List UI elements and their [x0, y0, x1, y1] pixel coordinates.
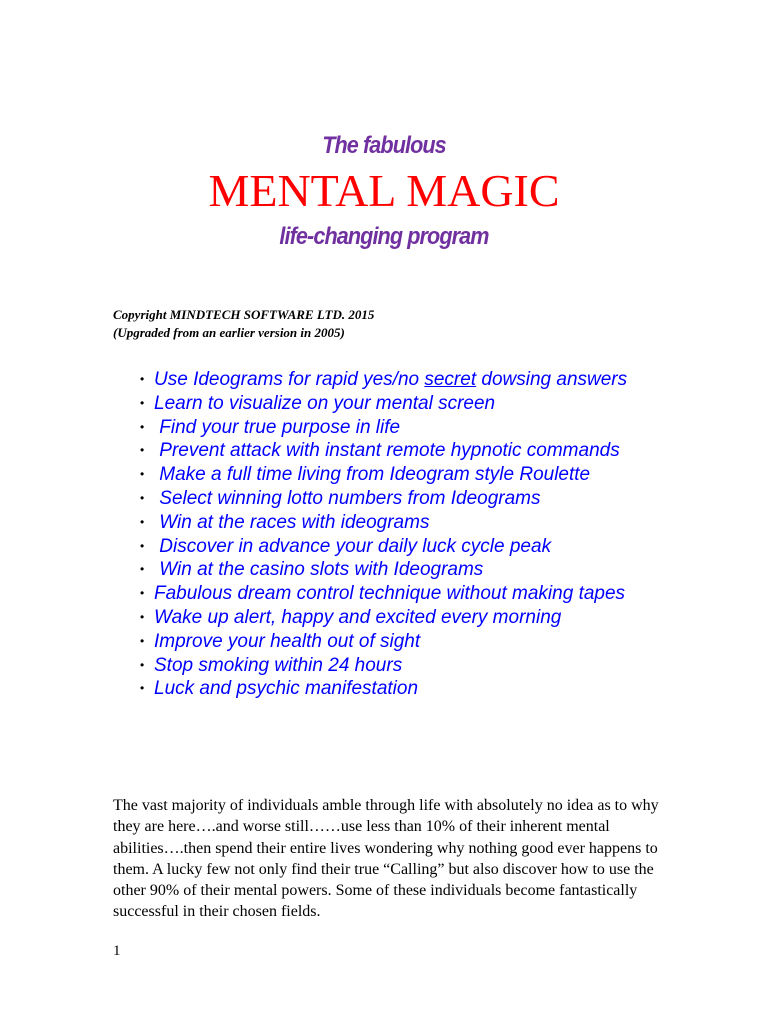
copyright-notice [113, 306, 374, 342]
list-item-text: Use Ideograms for rapid yes/no [154, 369, 425, 390]
list-item [140, 582, 640, 606]
list-item [140, 606, 640, 630]
bullet-icon: • [140, 467, 145, 482]
list-item-text: Learn to visualize on your mental screen [154, 392, 496, 414]
title-line-program: life-changing program [279, 223, 489, 250]
list-item [140, 654, 640, 678]
title-line-fabulous: The fabulous [322, 132, 446, 159]
bullet-icon: • [140, 562, 145, 577]
list-item [140, 677, 640, 701]
list-item [140, 558, 640, 582]
list-item-text: Discover in advance your daily luck cycle peak [154, 535, 552, 557]
list-item-text: Win at the casino slots with Ideograms [154, 559, 484, 581]
list-item [140, 463, 640, 487]
bullet-icon: • [140, 395, 145, 410]
list-item-text: Improve your health out of sight [154, 630, 421, 652]
feature-list [140, 368, 640, 701]
list-item [140, 630, 640, 654]
list-item-text: Fabulous dream control technique without making tapes [154, 583, 626, 605]
bullet-icon: • [140, 443, 145, 458]
bullet-icon: • [140, 490, 145, 505]
bullet-icon: • [140, 372, 145, 386]
title-mental-magic: MENTAL MAGIC [208, 165, 560, 216]
bullet-icon: • [140, 586, 145, 601]
list-item-text: Find your true purpose in life [154, 416, 401, 438]
list-item-text: Win at the races with ideograms [154, 511, 430, 533]
list-item [140, 439, 640, 463]
list-item-text: Stop smoking within 24 hours [154, 654, 403, 676]
page-number: 1 [113, 943, 121, 959]
intro-paragraph: The vast majority of individuals amble through life with absolutely no idea as to why they are here….and worse still……use less than 10% of their inherent mental abilities….then spend their entire lives wondering why nothing good ever happens to them. A lucky few not only find their true “Calling” but also discover how to use the other 90% of their mental powers. Some of these individuals become fantastically successful in their chosen fields. [113, 797, 659, 921]
list-item [140, 392, 640, 416]
upgrade-note: (Upgraded from an earlier version in 2005) [113, 325, 345, 340]
bullet-icon: • [140, 609, 145, 624]
title-block [0, 128, 768, 256]
list-item [140, 511, 640, 535]
bullet-icon: • [140, 514, 145, 529]
list-item [140, 487, 640, 511]
bullet-icon: • [140, 538, 145, 553]
list-item-text: Make a full time living from Ideogram style Roulette [154, 464, 591, 486]
list-item-text: Select winning lotto numbers from Ideograms [154, 487, 541, 509]
bullet-icon: • [140, 633, 145, 648]
list-item [140, 535, 640, 559]
bullet-icon: • [140, 419, 145, 434]
list-item-text: Wake up alert, happy and excited every morning [154, 606, 562, 628]
list-item-text: dowsing answers [476, 369, 628, 390]
bullet-icon: • [140, 681, 145, 696]
list-item [140, 368, 640, 392]
copyright-line: Copyright MINDTECH SOFTWARE LTD. 2015 [113, 307, 375, 322]
list-item-text: Luck and psychic manifestation [154, 678, 419, 700]
list-item-text: Prevent attack with instant remote hypnotic commands [154, 440, 620, 462]
bullet-icon: • [140, 657, 145, 672]
list-item-underlined: secret [424, 369, 477, 390]
list-item [140, 416, 640, 440]
